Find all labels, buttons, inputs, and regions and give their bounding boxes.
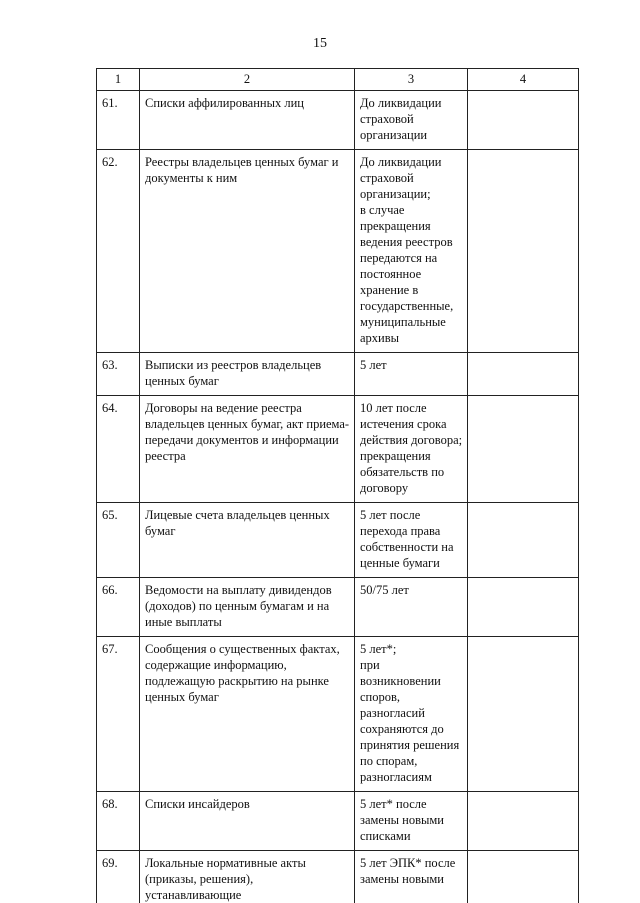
retention-table (96, 68, 579, 903)
note-cell (468, 851, 579, 903)
row-number: 68. (97, 792, 140, 851)
retention-term: До ликвидации страховой организации; в случае прекращения ведения реестров передаются на постоянное хранение в государственные, муниципальные архивы (355, 150, 468, 353)
table-row (97, 637, 579, 792)
retention-term: 5 лет после перехода права собственности на ценные бумаги (355, 503, 468, 578)
note-cell (468, 792, 579, 851)
row-number: 67. (97, 637, 140, 792)
table-header-row (97, 69, 579, 91)
note-cell (468, 637, 579, 792)
row-number: 63. (97, 353, 140, 396)
row-number: 69. (97, 851, 140, 903)
retention-term: 5 лет*; при возникновении споров, разногласий сохраняются до принятия решения по спорам, разногласиям (355, 637, 468, 792)
document-name: Сообщения о существенных фактах, содержащие информацию, подлежащую раскрытию на рынке ценных бумаг (140, 637, 355, 792)
table-row (97, 396, 579, 503)
table-row (97, 503, 579, 578)
note-cell (468, 578, 579, 637)
document-name: Ведомости на выплату дивидендов (доходов) по ценным бумагам и на иные выплаты (140, 578, 355, 637)
note-cell (468, 503, 579, 578)
document-name: Реестры владельцев ценных бумаг и документы к ним (140, 150, 355, 353)
table-row (97, 792, 579, 851)
row-number: 62. (97, 150, 140, 353)
note-cell (468, 91, 579, 150)
table-row (97, 91, 579, 150)
retention-term: 10 лет после истечения срока действия договора; прекращения обязательств по договору (355, 396, 468, 503)
document-name: Выписки из реестров владельцев ценных бумаг (140, 353, 355, 396)
row-number: 64. (97, 396, 140, 503)
document-name: Локальные нормативные акты (приказы, решения), устанавливающие (140, 851, 355, 903)
retention-term: До ликвидации страховой организации (355, 91, 468, 150)
document-name: Списки аффилированных лиц (140, 91, 355, 150)
table-row (97, 851, 579, 903)
retention-term: 50/75 лет (355, 578, 468, 637)
note-cell (468, 353, 579, 396)
column-header-note: 4 (468, 69, 579, 91)
document-name: Договоры на ведение реестра владельцев ценных бумаг, акт приема- передачи документов и информации реестра (140, 396, 355, 503)
note-cell (468, 396, 579, 503)
column-header-retention-term: 3 (355, 69, 468, 91)
retention-term: 5 лет (355, 353, 468, 396)
table-row (97, 353, 579, 396)
retention-term: 5 лет* после замены новыми списками (355, 792, 468, 851)
row-number: 65. (97, 503, 140, 578)
column-header-number: 1 (97, 69, 140, 91)
table-row (97, 578, 579, 637)
column-header-document: 2 (140, 69, 355, 91)
row-number: 66. (97, 578, 140, 637)
table-row (97, 150, 579, 353)
page-number: 15 (0, 36, 640, 52)
note-cell (468, 150, 579, 353)
document-name: Лицевые счета владельцев ценных бумаг (140, 503, 355, 578)
document-name: Списки инсайдеров (140, 792, 355, 851)
row-number: 61. (97, 91, 140, 150)
retention-term: 5 лет ЭПК* после замены новыми (355, 851, 468, 903)
